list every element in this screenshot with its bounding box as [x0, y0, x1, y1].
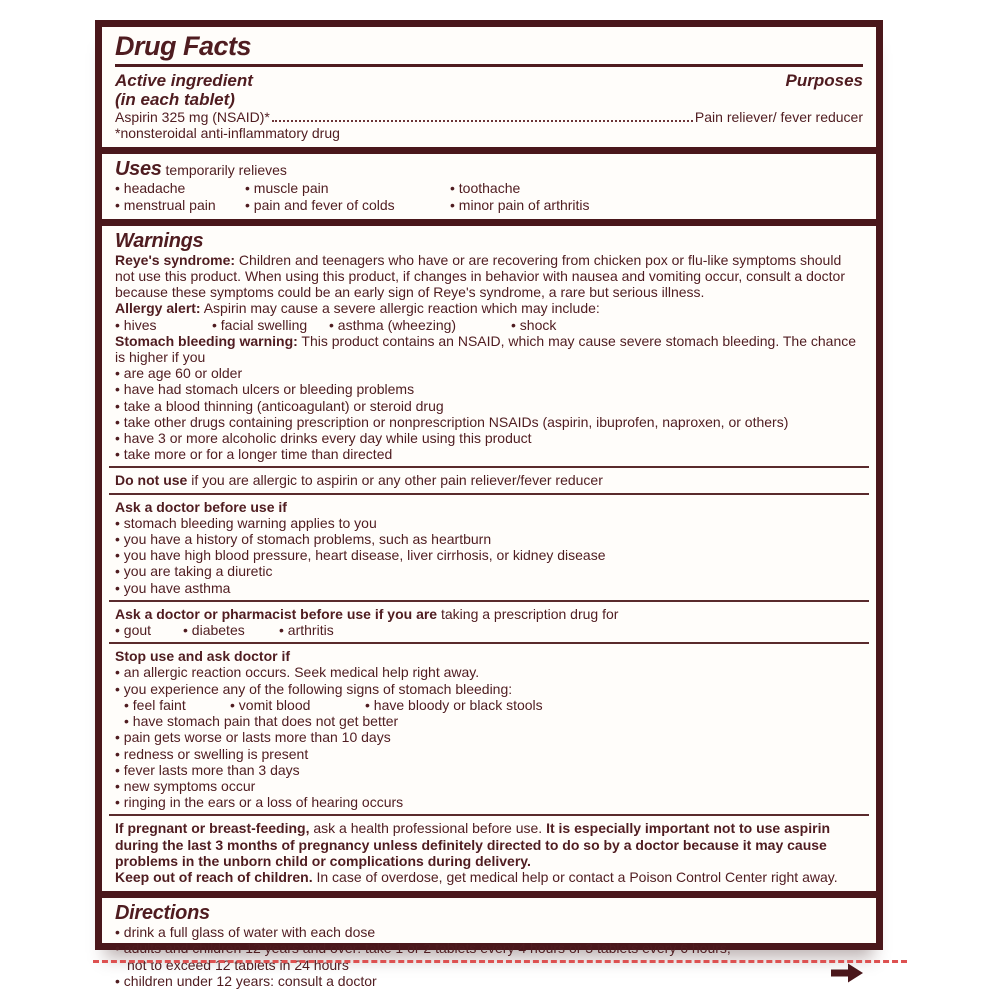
- list-item: • have stomach pain that does not get better: [124, 713, 398, 729]
- list-item: • an allergic reaction occurs. Seek medical help right away.: [115, 664, 863, 680]
- warnings-section: [102, 226, 876, 891]
- subsection-divider: [109, 642, 869, 644]
- page-title: Drug Facts: [115, 31, 252, 61]
- list-item: • you are taking a diuretic: [115, 563, 863, 579]
- list-item: • have had stomach ulcers or bleeding problems: [115, 381, 863, 397]
- list-item: • adults and children 12 years and over: take 1 or 2 tablets every 4 hours or 3 tablets every 6 hours,: [115, 940, 863, 956]
- list-item: • muscle pain: [245, 180, 450, 196]
- list-item: • arthritis: [279, 622, 334, 638]
- keep-out-of-reach-paragraph: Keep out of reach of children. In case of overdose, get medical help or contact a Poison Control Center right away.: [115, 868, 838, 885]
- list-item: • gout: [115, 622, 183, 638]
- list-item: • you have asthma: [115, 580, 863, 596]
- list-item: • have bloody or black stools: [365, 697, 665, 713]
- list-item: • shock: [511, 317, 556, 333]
- ingredient-name: Aspirin 325 mg (NSAID)*: [115, 109, 270, 125]
- ingredient-footnote: *nonsteroidal anti-inflammatory drug: [115, 125, 340, 142]
- list-item: • menstrual pain: [115, 197, 245, 213]
- stomach-bleeding-paragraph: Stomach bleeding warning: This product contains an NSAID, which may cause severe stomach bleeding. The chance is higher if you: [115, 332, 857, 366]
- purposes-heading: Purposes: [785, 71, 863, 90]
- subsection-divider: [109, 600, 869, 602]
- uses-section: [102, 154, 876, 218]
- section-divider-bar: [102, 147, 876, 154]
- list-item: • drink a full glass of water with each dose: [115, 924, 863, 940]
- stop-use-heading: Stop use and ask doctor if: [115, 648, 291, 665]
- list-item: • take more or for a longer time than directed: [115, 446, 863, 462]
- dotted-leader: [272, 109, 693, 122]
- stomach-bleeding-signs-row: [115, 697, 863, 729]
- list-item: • children under 12 years: consult a doctor: [115, 973, 863, 989]
- list-item: • are age 60 or older: [115, 365, 863, 381]
- ask-doctor-heading: Ask a doctor before use if: [115, 498, 287, 515]
- list-item: • new symptoms occur: [115, 778, 863, 794]
- pregnancy-paragraph: If pregnant or breast-feeding, ask a health professional before use. It is especially important not to use aspirin during the last 3 months of pregnancy unless definitely directed to do so by a doctor because it may cause problems in the unborn child or complications during delivery.: [115, 820, 831, 869]
- tear-dashed-line: [93, 960, 907, 963]
- allergy-symptoms-row: [115, 317, 863, 333]
- subsection-divider: [109, 814, 869, 816]
- list-item: • toothache: [450, 180, 863, 196]
- directions-section: [102, 898, 876, 995]
- uses-intro: temporarily relieves: [165, 162, 287, 179]
- list-item: • you have a history of stomach problems, such as heartburn: [115, 531, 863, 547]
- uses-heading: Uses: [115, 158, 162, 181]
- list-item: • headache: [115, 180, 245, 196]
- list-item: • feel faint: [124, 697, 230, 713]
- list-item: • vomit blood: [230, 697, 365, 713]
- subsection-divider: [109, 466, 869, 468]
- section-divider-bar: [102, 891, 876, 898]
- warnings-heading: Warnings: [115, 229, 204, 252]
- list-item: • ringing in the ears or a loss of hearing occurs: [115, 794, 863, 810]
- list-item: • redness or swelling is present: [115, 746, 863, 762]
- list-item: • take a blood thinning (anticoagulant) or steroid drug: [115, 398, 863, 414]
- list-item-continuation: not to exceed 12 tablets in 24 hours: [127, 956, 349, 973]
- title-divider: [115, 64, 863, 67]
- allergy-alert-paragraph: Allergy alert: Aspirin may cause a severe allergic reaction which may include:: [115, 300, 600, 317]
- section-divider-bar: [102, 219, 876, 226]
- header-section: [102, 27, 876, 147]
- list-item: • asthma (wheezing): [329, 317, 511, 333]
- list-item: • diabetes: [183, 622, 279, 638]
- drug-facts-label: [95, 20, 883, 989]
- continuation-arrow-icon: [830, 963, 864, 983]
- reye-syndrome-paragraph: Reye's syndrome: Children and teenagers who have or are recovering from chicken pox or flu-like symptoms should not use this product. When using this product, if changes in behavior with nausea and vomiting occur, consult a doctor because these symptoms could be an early sign of Reye's syndrome, a rare but serious illness.: [115, 251, 845, 301]
- list-item: • stomach bleeding warning applies to you: [115, 515, 863, 531]
- list-item: • take other drugs containing prescription or nonprescription NSAIDs (aspirin, ibuprofen, naproxen, or others): [115, 414, 863, 430]
- directions-heading: Directions: [115, 902, 210, 925]
- prescription-drug-row: [115, 622, 863, 638]
- ask-pharmacist-paragraph: Ask a doctor or pharmacist before use if you are taking a prescription drug for: [115, 605, 619, 622]
- list-item: • pain gets worse or lasts more than 10 days: [115, 729, 863, 745]
- list-item: • minor pain of arthritis: [450, 197, 863, 213]
- active-ingredient-subheading: (in each tablet): [115, 90, 235, 109]
- active-ingredient-heading: Active ingredient: [115, 71, 253, 90]
- list-item: • you have high blood pressure, heart disease, liver cirrhosis, or kidney disease: [115, 547, 863, 563]
- subsection-divider: [109, 493, 869, 495]
- list-item: • fever lasts more than 3 days: [115, 762, 863, 778]
- list-item: • facial swelling: [212, 317, 329, 333]
- list-item: • you experience any of the following signs of stomach bleeding:: [115, 681, 863, 697]
- purpose-value: Pain reliever/ fever reducer: [694, 109, 863, 125]
- list-item: • have 3 or more alcoholic drinks every day while using this product: [115, 430, 863, 446]
- list-item: • pain and fever of colds: [245, 197, 450, 213]
- do-not-use-paragraph: Do not use if you are allergic to aspirin or any other pain reliever/fever reducer: [115, 472, 603, 489]
- list-item: • hives: [115, 317, 212, 333]
